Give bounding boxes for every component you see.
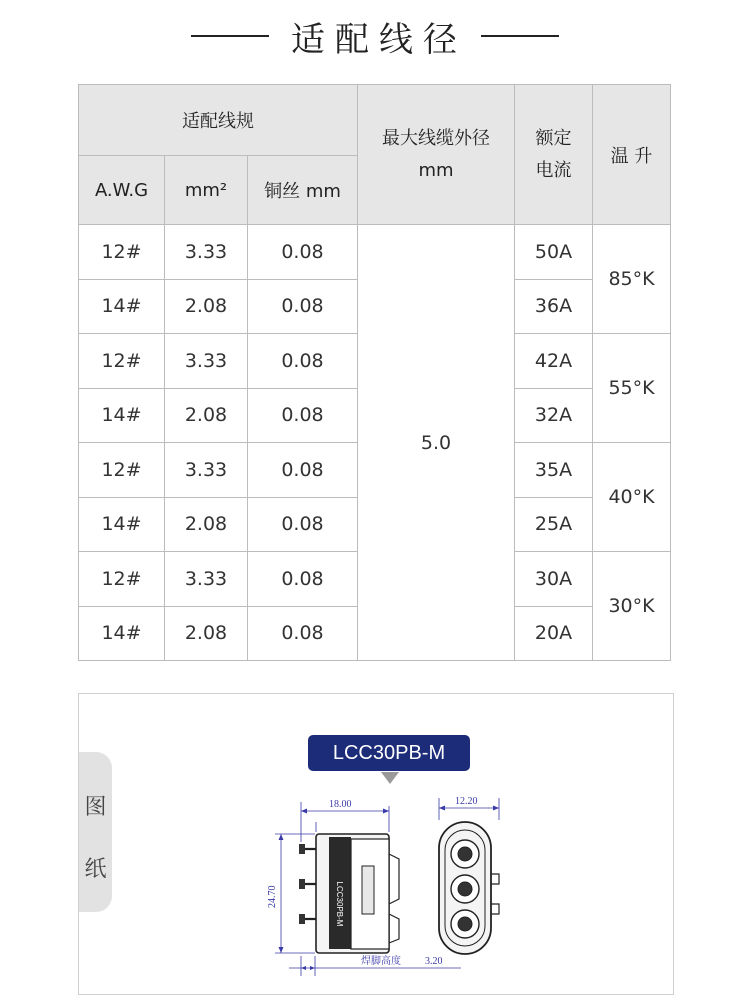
header-copper: 铜丝 mm bbox=[248, 156, 358, 225]
height-dimension bbox=[275, 834, 315, 953]
cell-mm2: 2.08 bbox=[165, 279, 248, 334]
header-wire-gauge: 适配线规 bbox=[79, 85, 358, 156]
cell-awg: 12# bbox=[79, 552, 165, 607]
cell-copper: 0.08 bbox=[248, 497, 358, 552]
cell-mm2: 2.08 bbox=[165, 497, 248, 552]
cell-copper: 0.08 bbox=[248, 552, 358, 607]
table-row bbox=[79, 225, 671, 280]
end-width-label: 12.20 bbox=[455, 796, 478, 807]
cell-awg: 12# bbox=[79, 225, 165, 280]
cell-mm2: 3.33 bbox=[165, 443, 248, 498]
drawing-panel bbox=[78, 693, 674, 995]
header-rated-current bbox=[515, 85, 593, 225]
cell-mm2: 2.08 bbox=[165, 388, 248, 443]
cell-current: 42A bbox=[515, 334, 593, 389]
cell-current: 35A bbox=[515, 443, 593, 498]
cell-outer-diameter: 5.0 bbox=[358, 225, 515, 661]
cell-current: 30A bbox=[515, 552, 593, 607]
cell-mm2: 3.33 bbox=[165, 552, 248, 607]
header-awg: A.W.G bbox=[79, 156, 165, 225]
cell-mm2: 2.08 bbox=[165, 606, 248, 661]
cell-temp-rise: 85°K bbox=[593, 225, 671, 334]
cell-temp-rise: 55°K bbox=[593, 334, 671, 443]
cell-mm2: 3.33 bbox=[165, 334, 248, 389]
cell-mm2: 3.33 bbox=[165, 225, 248, 280]
cell-copper: 0.08 bbox=[248, 388, 358, 443]
cell-awg: 12# bbox=[79, 334, 165, 389]
connector-end-view bbox=[439, 798, 499, 954]
pin-height-value: 3.20 bbox=[425, 956, 443, 967]
model-badge: LCC30PB-M bbox=[308, 735, 470, 771]
side-tab-char: 图 bbox=[84, 795, 107, 820]
wire-spec-table bbox=[78, 84, 671, 661]
cell-awg: 12# bbox=[79, 443, 165, 498]
cell-copper: 0.08 bbox=[248, 279, 358, 334]
cell-current: 50A bbox=[515, 225, 593, 280]
cell-awg: 14# bbox=[79, 606, 165, 661]
title-left-rule bbox=[191, 35, 269, 37]
header-current-line2: 电流 bbox=[535, 159, 572, 181]
cell-temp-rise: 30°K bbox=[593, 552, 671, 661]
cell-awg: 14# bbox=[79, 388, 165, 443]
cell-copper: 0.08 bbox=[248, 225, 358, 280]
width-dimension-label: 18.00 bbox=[329, 799, 352, 810]
pin-height-label: 焊脚高度 bbox=[361, 956, 401, 967]
page-title: 适配线径 bbox=[291, 19, 467, 60]
cell-current: 20A bbox=[515, 606, 593, 661]
height-dimension-label: 24.70 bbox=[267, 885, 278, 908]
cell-awg: 14# bbox=[79, 279, 165, 334]
page-title-row bbox=[0, 0, 750, 72]
cell-temp-rise: 40°K bbox=[593, 443, 671, 552]
header-mm2: mm² bbox=[165, 156, 248, 225]
cell-current: 25A bbox=[515, 497, 593, 552]
header-temp-rise: 温 升 bbox=[593, 85, 671, 225]
cell-awg: 14# bbox=[79, 497, 165, 552]
connector-body-mark: LCC30PB-M bbox=[335, 881, 344, 927]
header-current-line1: 额定 bbox=[535, 127, 572, 149]
cell-copper: 0.08 bbox=[248, 443, 358, 498]
header-outer-dia-line2: mm bbox=[418, 159, 454, 181]
badge-pointer-icon bbox=[381, 772, 399, 784]
cell-copper: 0.08 bbox=[248, 606, 358, 661]
cell-current: 32A bbox=[515, 388, 593, 443]
header-max-outer-diameter bbox=[358, 85, 515, 225]
cell-copper: 0.08 bbox=[248, 334, 358, 389]
title-right-rule bbox=[481, 35, 559, 37]
cell-current: 36A bbox=[515, 279, 593, 334]
side-tab-char: 纸 bbox=[84, 857, 107, 882]
connector-side-view bbox=[299, 806, 399, 953]
header-outer-dia-line1: 最大线缆外径 bbox=[382, 127, 491, 149]
